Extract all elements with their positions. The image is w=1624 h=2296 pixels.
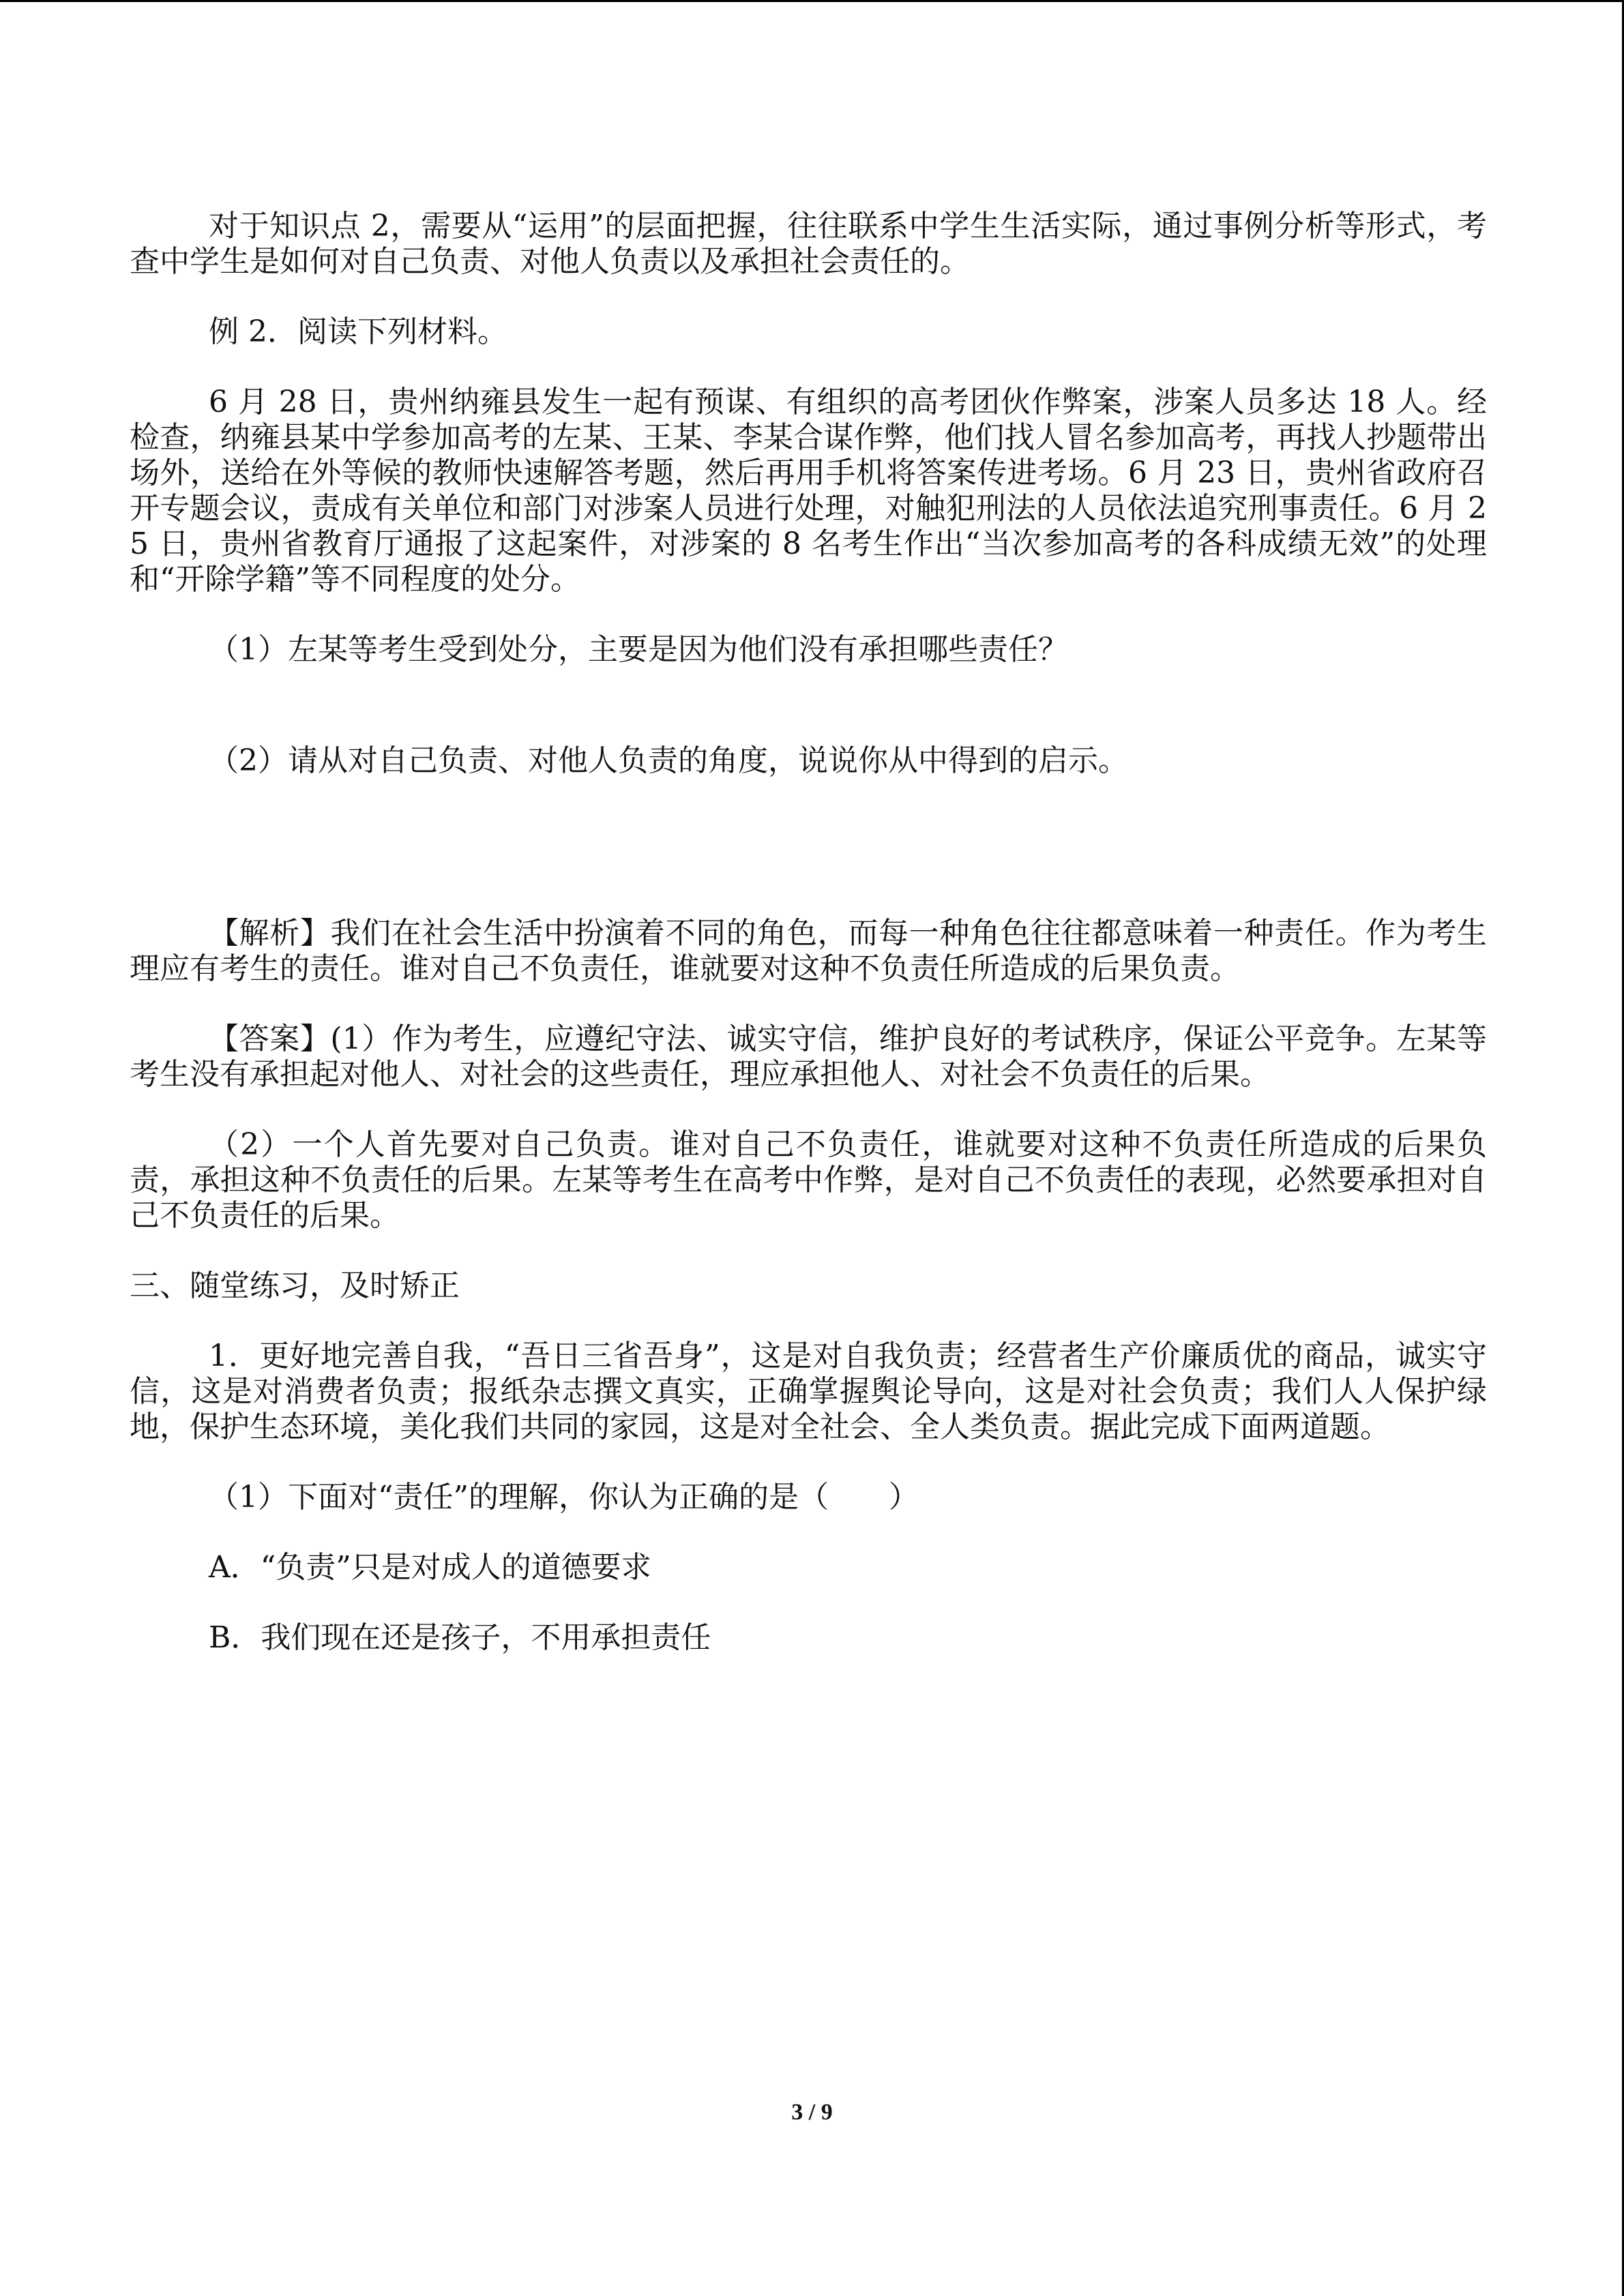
section-3-heading: 三、随堂练习，及时矫正 [130,1268,460,1303]
answer-space-2 [130,814,1487,916]
answer-space-1 [130,702,1487,743]
analysis-paragraph: 【解析】我们在社会生活中扮演着不同的角色，而每一种角色往往都意味着一种责任。作为考生理应有考生的责任。谁对自己不负责任，谁就要对这种不负责任所造成的后果负责。 [130,916,1487,986]
option-b: B．我们现在还是孩子，不用承担责任 [209,1620,711,1655]
answer-part-1: 【答案】(1）作为考生，应遵纪守法、诚实守信，维护良好的考试秩序，保证公平竞争。左某等考生没有承担起对他人、对社会的这些责任，理应承担他人、对社会不负责任的后果。 [130,1022,1487,1092]
question-1: （1）左某等考生受到处分，主要是因为他们没有承担哪些责任？ [209,632,1068,667]
answer-part-2: （2）一个人首先要对自己负责。谁对自己不负责任，谁就要对这种不负责任所造成的后果负责，承担这种不负责任的后果。左某等考生在高考中作弊，是对自己不负责任的表现，必然要承担对自己不负责任的后果。 [130,1127,1487,1233]
page-number: 3 / 9 [791,2100,833,2125]
exercise-1-stem: 1．更好地完善自我，“吾日三省吾身”，这是对自我负责；经营者生产价廉质优的商品，诚实守信，这是对消费者负责；报纸杂志撰文真实，正确掌握舆论导向，这是对社会负责；我们人人保护绿地，保护生态环境，美化我们共同的家园，这是对全社会、全人类负责。据此完成下面两道题。 [130,1339,1487,1444]
option-a: A．“负责”只是对成人的道德要求 [209,1550,651,1585]
page-top-border [0,0,1624,2]
exercise-1-question-1: （1）下面对“责任”的理解，你认为正确的是（ ） [209,1480,919,1515]
example-2-material: 6 月 28 日，贵州纳雍县发生一起有预谋、有组织的高考团伙作弊案，涉案人员多达 18 人。经检查，纳雍县某中学参加高考的左某、王某、李某合谋作弊，他们找人冒名参加高考，再找人抄题带出场外，送给在外等候的教师快速解答考题，然后再用手机将答案传进考场。6 月 23 日，贵州省政府召开专题会议，责成有关单位和部门对涉案人员进行处理，对触犯刑法的人员依法追究刑事责任。6 月 25 日，贵州省教育厅通报了这起案件，对涉案的 8 名考生作出“当次参加高考的各科成绩无效”的处理和“开除学籍”等不同程度的处分。 [130,385,1487,597]
paragraph-knowledge-point-2: 对于知识点 2，需要从“运用”的层面把握，往往联系中学生生活实际，通过事例分析等形式，考查中学生是如何对自己负责、对他人负责以及承担社会责任的。 [130,209,1487,279]
example-2-heading: 例 2．阅读下列材料。 [209,314,507,349]
document-body [130,209,1487,1690]
question-2: （2）请从对自己负责、对他人负责的角度，说说你从中得到的启示。 [209,743,1128,778]
